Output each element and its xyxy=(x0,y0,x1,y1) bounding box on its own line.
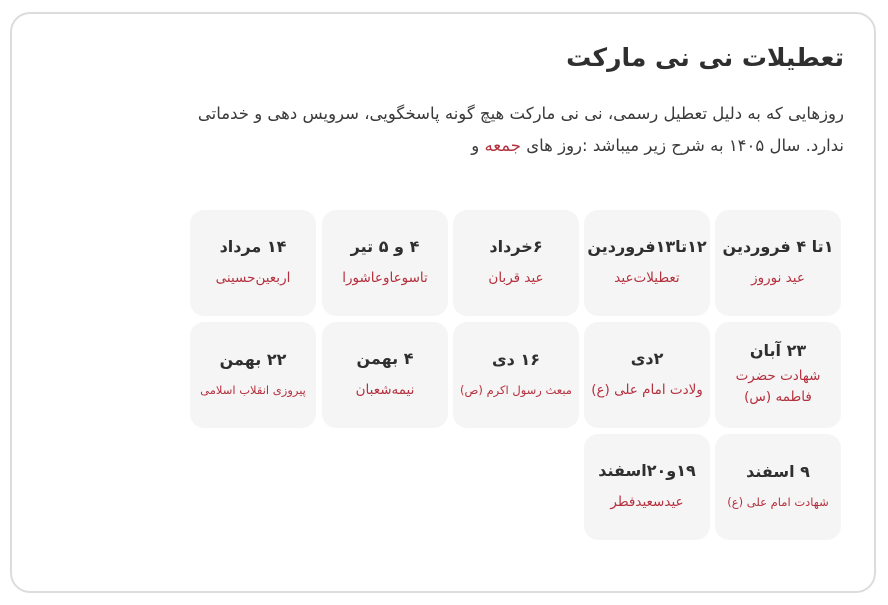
holiday-tile xyxy=(584,322,710,428)
holiday-tile xyxy=(190,322,316,428)
holiday-event: تعطیلات‌عید xyxy=(614,269,680,286)
holiday-tile xyxy=(715,210,841,316)
holiday-tile xyxy=(453,210,579,316)
holiday-event: عیدسعیدفطر xyxy=(610,493,684,510)
holiday-tile xyxy=(190,210,316,316)
holiday-date: ۱۲تا۱۳فروردین xyxy=(587,236,707,256)
holiday-event: عید نوروز xyxy=(751,269,805,286)
holiday-event: شهادت حضرت فاطمه (س) xyxy=(735,367,821,406)
holiday-event: نیمه‌شعبان xyxy=(355,381,415,398)
holiday-date: ۲۲ بهمن xyxy=(219,350,287,370)
holiday-date: ۱۴ مرداد xyxy=(219,236,287,256)
holidays-description xyxy=(184,98,844,162)
description-text: روزهایی که به دلیل تعطیل رسمی، نی نی مارکت هیچ گونه پاسخگویی، سرویس دهی و خدماتی ندارد. سال ۱۴۰۵ به شرح زیر میباشد :روز های xyxy=(197,104,844,155)
holiday-date: ۲دی xyxy=(630,348,664,368)
holiday-date: ۴ و ۵ تیر xyxy=(350,236,420,256)
page-title: تعطیلات نی نی مارکت xyxy=(566,43,844,72)
holiday-date: ۹ اسفند xyxy=(746,462,810,482)
holiday-tile xyxy=(584,434,710,540)
holiday-date: ۱۶ دی xyxy=(492,350,540,370)
holiday-event: ولادت امام علی (ع) xyxy=(591,381,703,398)
holiday-date: ۲۳ آبان xyxy=(749,341,807,360)
holiday-date: ۱تا ۴ فروردین xyxy=(722,236,834,256)
holiday-date: ۴ بهمن xyxy=(356,348,414,368)
holiday-tile xyxy=(715,434,841,540)
holiday-event: اربعین‌حسینی xyxy=(215,269,291,286)
holiday-date: ۶خرداد xyxy=(489,236,543,256)
holiday-event: تاسوعاوعاشورا xyxy=(342,269,428,286)
holiday-tile xyxy=(453,322,579,428)
holiday-event: عید قربان xyxy=(488,269,544,286)
holiday-tile xyxy=(322,322,448,428)
holiday-tile xyxy=(715,322,841,428)
holiday-date: ۱۹و۲۰اسفند xyxy=(598,460,696,480)
description-end: و xyxy=(471,136,480,155)
holiday-tile xyxy=(322,210,448,316)
description-highlight: جمعه xyxy=(484,136,521,155)
holiday-tile xyxy=(584,210,710,316)
holiday-event: مبعث رسول اکرم (ص) xyxy=(460,383,572,398)
holiday-event: شهادت امام علی (ع) xyxy=(727,495,829,510)
holiday-event: پیروزی انقلاب اسلامی xyxy=(200,383,306,398)
